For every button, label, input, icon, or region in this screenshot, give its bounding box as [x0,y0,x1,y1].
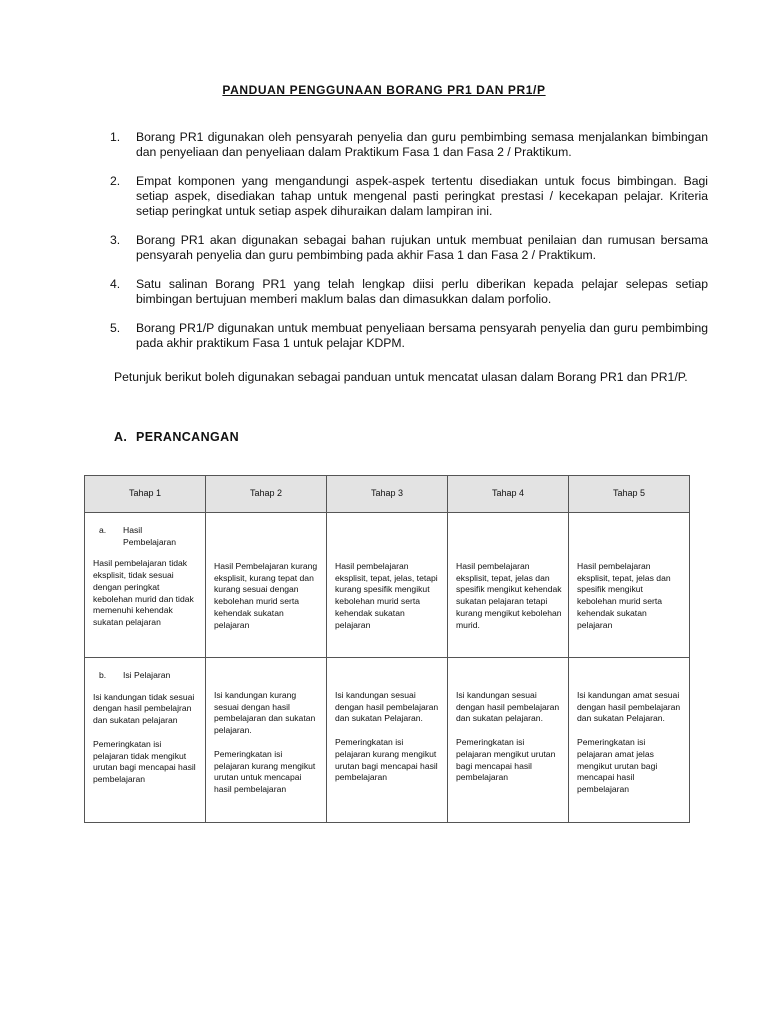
list-item-text: Borang PR1 digunakan oleh pensyarah penyelia dan guru pembimbing semasa menjalankan bimbingan dan penyeliaan dan penyeliaan dalam Praktikum Fasa 1 dan Fasa 2 / Praktikum. [136,130,708,159]
cell-text: Pemeringkatan isi pelajaran amat jelas mengikut urutan bagi mencapai hasil pembelajaran [577,737,658,794]
cell-text: Pemeringkatan isi pelajaran tidak mengikut urutan bagi mencapai hasil pembelajaran [93,738,196,784]
cell-text: Pemeringkatan isi pelajaran mengikut urutan bagi mencapai hasil pembelajaran [456,737,556,783]
table-header-row [85,476,690,513]
table-cell [569,658,690,823]
cell-text: Hasil Pembelajaran kurang eksplisit, kurang tepat dan kurang sesuai dengan kebolehan murid serta kehendak sukatan pelajaran [214,561,318,630]
list-item-number: 2. [110,174,121,188]
row-title: Hasil Pembelajaran [123,525,177,547]
cell-text: Isi kandungan sesuai dengan hasil pembelajaran dan sukatan Pelajaran. [335,690,439,724]
cell-text: Hasil pembelajaran eksplisit, tepat, jelas dan spesifik mengikut kebolehan murid serta kehendak sukatan pelajaran [577,561,671,630]
list-item-number: 3. [110,233,121,247]
table-row [85,658,690,823]
cell-text: Hasil pembelajaran eksplisit, tepat, jelas dan spesifik mengikut kehendak sukatan pelajaran tetapi kurang mengikut kebolehan murid. [456,561,562,630]
table-header-cell: Tahap 5 [569,476,690,513]
list-item-number: 1. [110,130,121,144]
table-header-cell: Tahap 2 [206,476,327,513]
table-cell [206,658,327,823]
row-letter: b. [99,670,107,680]
list-item [110,277,708,307]
cell-text: Pemeringkatan isi pelajaran kurang mengikut urutan bagi mencapai hasil pembelajaran [335,737,438,783]
row-subheading [99,670,199,682]
cell-text: Hasil pembelajaran tidak eksplisit, tidak sesuai dengan peringkat kebolehan murid dan tidak memenuhi kehendak sukatan pelajaran [93,558,194,627]
table-cell [85,513,206,658]
row-title: Isi Pelajaran [123,670,171,680]
cell-text: Isi kandungan sesuai dengan hasil pembelajaran dan sukatan pelajaran. [456,690,560,724]
cell-text: Isi kandungan kurang sesuai dengan hasil pembelajaran dan sukatan pelajaran. [214,690,316,736]
cell-text: Hasil pembelajaran eksplisit, tepat, jelas, tetapi kurang spesifik mengikut kebolehan murid serta kehendak sukatan pelajaran [335,561,438,630]
cell-text: Isi kandungan amat sesuai dengan hasil pembelajaran dan sukatan Pelajaran. [577,690,681,724]
table-cell [448,658,569,823]
list-item-text: Borang PR1 akan digunakan sebagai bahan rujukan untuk membuat penilaian dan rumusan bersama pensyarah penyelia dan guru pembimbing pada akhir Fasa 1 dan Fasa 2 / Praktikum. [136,233,708,262]
row-subheading [99,525,199,548]
table-row [85,513,690,658]
table-header-cell: Tahap 3 [327,476,448,513]
cell-text: Pemeringkatan isi pelajaran kurang mengikut urutan untuk mencapai hasil pembelajaran [214,748,316,794]
table-header-cell: Tahap 1 [85,476,206,513]
list-item-text: Satu salinan Borang PR1 yang telah lengkap diisi perlu diberikan kepada pelajar selepas setiap bimbingan bertujuan memberi maklum balas dan dimasukkan dalam porfolio. [136,277,708,306]
list-item-number: 4. [110,277,121,291]
cell-text: Isi kandungan tidak sesuai dengan hasil pembelajran dan sukatan pelajaran [93,691,195,726]
section-title: PERANCANGAN [136,430,240,444]
list-item [110,174,708,219]
list-item-number: 5. [110,321,121,335]
table-cell [206,513,327,658]
table-cell [85,658,206,823]
document-title: PANDUAN PENGGUNAAN BORANG PR1 DAN PR1/P [222,83,546,97]
list-item [110,233,708,263]
list-item [110,130,708,160]
table-cell [448,513,569,658]
table-header-cell: Tahap 4 [448,476,569,513]
list-item [110,321,708,351]
list-item-text: Borang PR1/P digunakan untuk membuat penyeliaan bersama pensyarah penyelia dan guru pembimbing pada akhir praktikum Fasa 1 untuk pelajar KDPM. [136,321,708,350]
section-letter: A. [114,430,128,444]
section-heading [114,430,239,444]
guidance-note: Petunjuk berikut boleh digunakan sebagai panduan untuk mencatat ulasan dalam Borang PR1 dan PR1/P. [114,370,688,384]
rubric-table [84,475,690,823]
table-cell [327,658,448,823]
row-letter: a. [99,525,107,535]
table-cell [569,513,690,658]
list-item-text: Empat komponen yang mengandungi aspek-aspek tertentu disediakan untuk focus bimbingan. Bagi setiap aspek, disediakan tahap untuk mengenal pasti peringkat prestasi / kecekapan pelajar. Kriteria setiap peringkat untuk setiap aspek dihuraikan dalam lampiran ini. [136,174,708,218]
guideline-list [110,130,708,365]
table-cell [327,513,448,658]
